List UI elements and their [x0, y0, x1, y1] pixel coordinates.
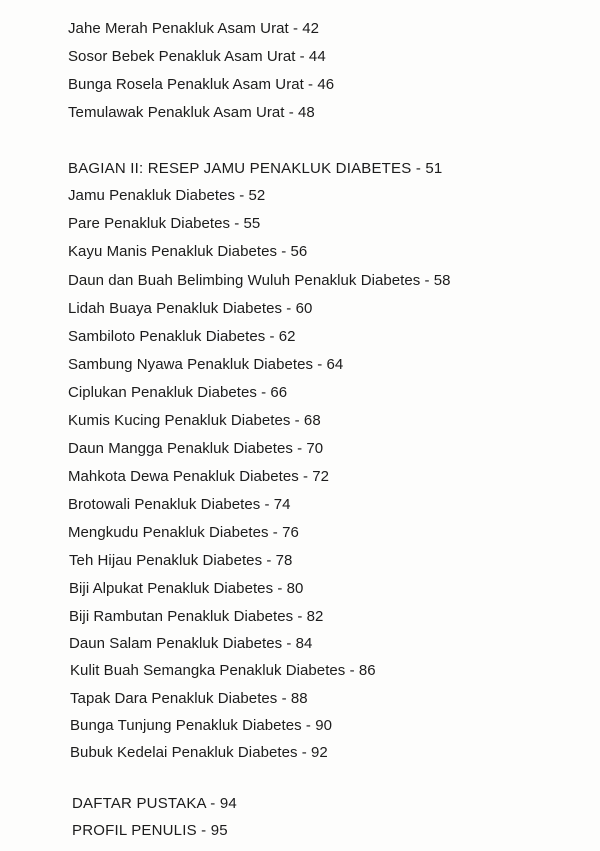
toc-entry: Tapak Dara Penakluk Diabetes - 88 — [70, 690, 308, 707]
back-matter-entry: PROFIL PENULIS - 95 — [72, 822, 228, 839]
toc-entry: Jahe Merah Penakluk Asam Urat - 42 — [68, 20, 319, 37]
toc-entry: Kumis Kucing Penakluk Diabetes - 68 — [68, 412, 321, 429]
toc-entry: Bunga Rosela Penakluk Asam Urat - 46 — [68, 76, 335, 93]
toc-entry: Mahkota Dewa Penakluk Diabetes - 72 — [68, 468, 330, 485]
section-heading: BAGIAN II: RESEP JAMU PENAKLUK DIABETES - 51 — [68, 160, 443, 177]
toc-entry: Bubuk Kedelai Penakluk Diabetes - 92 — [70, 744, 328, 761]
toc-entry: Sambiloto Penakluk Diabetes - 62 — [68, 328, 296, 345]
toc-entry: Daun Mangga Penakluk Diabetes - 70 — [68, 440, 324, 457]
toc-entry: Jamu Penakluk Diabetes - 52 — [68, 187, 266, 204]
toc-entry: Bunga Tunjung Penakluk Diabetes - 90 — [70, 717, 332, 734]
toc-entry: Daun Salam Penakluk Diabetes - 84 — [69, 635, 313, 652]
toc-entry: Lidah Buaya Penakluk Diabetes - 60 — [68, 300, 313, 317]
toc-entry: Sambung Nyawa Penakluk Diabetes - 64 — [68, 356, 344, 373]
toc-entry: Brotowali Penakluk Diabetes - 74 — [68, 496, 291, 513]
toc-entry: Mengkudu Penakluk Diabetes - 76 — [68, 524, 299, 541]
back-matter-entry: DAFTAR PUSTAKA - 94 — [72, 795, 237, 812]
toc-entry: Teh Hijau Penakluk Diabetes - 78 — [69, 552, 293, 569]
toc-entry: Temulawak Penakluk Asam Urat - 48 — [68, 104, 315, 121]
toc-entry: Sosor Bebek Penakluk Asam Urat - 44 — [68, 48, 326, 65]
toc-entry: Daun dan Buah Belimbing Wuluh Penakluk Diabetes - 58 — [68, 272, 451, 289]
toc-entry: Biji Alpukat Penakluk Diabetes - 80 — [69, 580, 304, 597]
toc-entry: Kulit Buah Semangka Penakluk Diabetes - 86 — [70, 662, 376, 679]
toc-entry: Biji Rambutan Penakluk Diabetes - 82 — [69, 608, 324, 625]
toc-entry: Pare Penakluk Diabetes - 55 — [68, 215, 261, 232]
toc-entry: Kayu Manis Penakluk Diabetes - 56 — [68, 243, 308, 260]
toc-entry: Ciplukan Penakluk Diabetes - 66 — [68, 384, 288, 401]
